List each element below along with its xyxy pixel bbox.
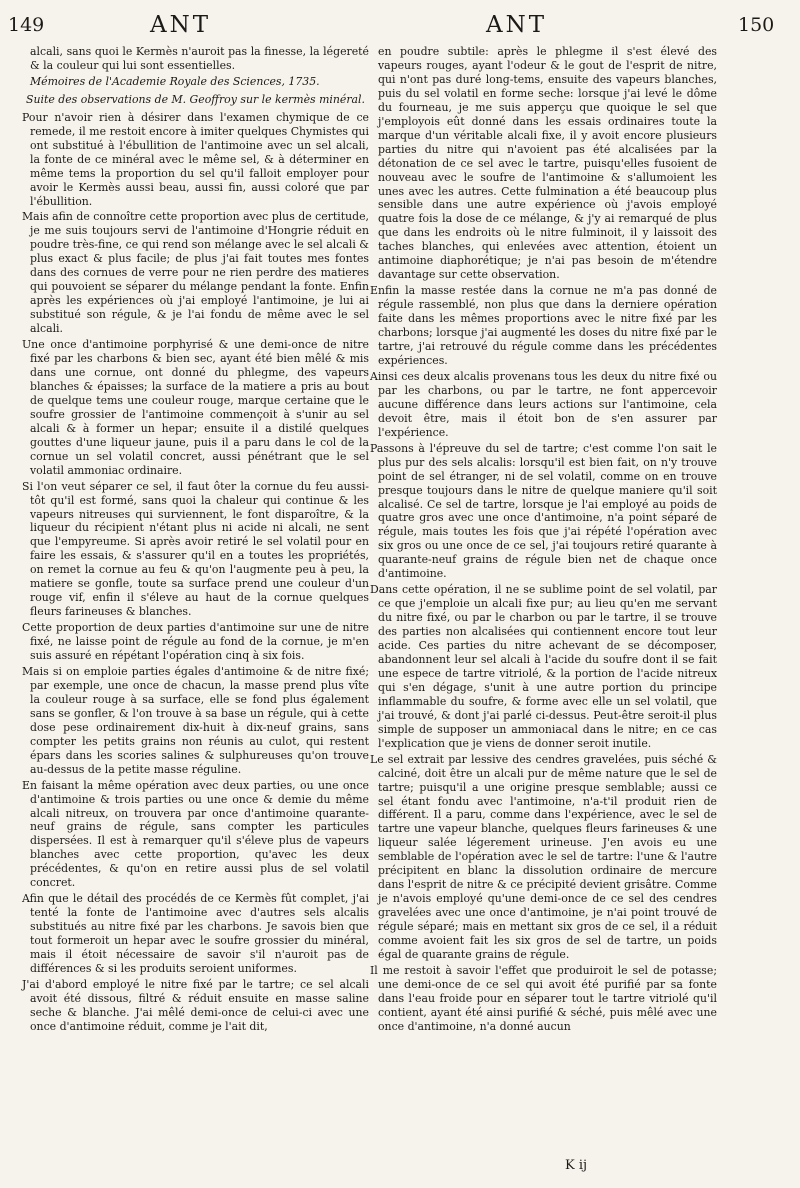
paragraph: J'ai d'abord employé le nitre fixé par le tartre; ce sel alcali avoit été dissous, filtré & réduit ensuite en masse saline seche & blanche. J'ai mêlé demi-once de celui-ci avec une once d'antimoine réduit, comme je l'ait dit, bbox=[22, 977, 369, 1033]
paragraph: en poudre subtile: après le phlegme il s'est élevé des vapeurs rouges, ayant l'odeur & le gout de l'esprit de nitre, qui n'ont pas duré long-tems, ensuite des vapeurs blanches, puis du sel volatil en forme seche: lorsque j'ai levé le dôme du fourneau, je me suis apperçu que quoique le sel que j'employois eût donné dans les essais ordinaires toute la marque d'un véritable alcali fixe, il y avoit encore plusieurs parties du nitre qui n'avoient pas été alcalisées par la détonation de ce sel avec le tartre, puisqu'elles fusoient de nouveau avec le soufre de l'antimoine & s'allumoient les unes avec les autres. Cette fulmination a été beaucoup plus sensible dans une autre expérience où j'avois employé quatre fois la dose de ce mélange, & j'y ai remarqué de plus que dans les endroits où le nitre fulminoit, il y laissoit des taches blanches, qui enlevées avec attention, étoient un antimoine diaphorétique; je n'ai pas besoin de m'étendre davantage sur cette observation. bbox=[378, 45, 717, 282]
paragraph: Une once d'antimoine porphyrisé & une demi-once de nitre fixé par les charbons & bien sec, ayant été bien mêlé & mis dans une cornue, ont donné du phlegme, des vapeurs blanches & épaisses; la surface de la matiere a pris au bout de quelque tems une couleur rouge, marque certaine que le soufre grossier de l'antimoine commençoit à s'unir au sel alcali & à former un hepar; ensuite il a distilé quelques gouttes d'une liqueur jaune, puis il a paru dans le col de la cornue un sel volatil concret, aussi pénétrant que le sel volatil ammoniac ordinaire. bbox=[22, 338, 369, 477]
left-text-column bbox=[22, 45, 369, 1036]
paragraph: Enfin la masse restée dans la cornue ne m'a pas donné de régule rassemblé, non plus que dans la derniere opération faite dans les mêmes proportions avec le nitre fixé par les charbons; lorsque j'ai augmenté les doses du nitre fixé par le tartre, j'ai retrouvé du régule comme dans les précédentes expériences. bbox=[370, 284, 717, 367]
paragraph: Il me restoit à savoir l'effet que produiroit le sel de potasse; une demi-once de ce sel qui avoit été purifié par sa fonte dans l'eau froide pour en séparer tout le tartre vitriolé qu'il contient, ayant été ainsi purifié & séché, puis mêlé avec une once d'antimoine, n'a donné aucun bbox=[370, 963, 717, 1033]
right-text-column bbox=[370, 45, 717, 1036]
right-page-number: 150 bbox=[738, 14, 775, 36]
source-citation: Mémoires de l'Academie Royale des Sciences, 1735. bbox=[30, 74, 320, 88]
right-running-head: ANT bbox=[486, 12, 548, 38]
paragraph: Mais afin de connoître cette proportion avec plus de certitude, je me suis toujours servi de l'antimoine d'Hongrie réduit en poudre très-fine, ce qui rend son mélange avec le sel alcali & plus exact & plus facile; de plus j'ai fait toutes mes fontes dans des cornues de verre pour ne rien perdre des matieres qui pouvoient se séparer du mélange pendant la fonte. Enfin après les expériences où j'ai employé l'antimoine, je lui ai substitué son régule, & je l'ai fondu de même avec le sel alcali. bbox=[22, 210, 369, 336]
signature-mark: K ij bbox=[565, 1158, 588, 1173]
paragraph: Ainsi ces deux alcalis provenans tous les deux du nitre fixé ou par les charbons, ou par le tartre, ne font appercevoir aucune différence dans leurs actions sur l'antimoine, cela devoit être, mais il étoit bon de s'en assurer par l'expérience. bbox=[370, 369, 717, 439]
paragraph: Dans cette opération, il ne se sublime point de sel volatil, par ce que j'emploie un alcali fixe pur; au lieu qu'en me servant du nitre fixé, ou par le charbon ou par le tartre, il se trouve des parties non alcalisées qui contiennent encore tout leur acide. Ces parties du nitre achevant de se décomposer, abandonnent leur sel alcali à l'acide du soufre dont il se fait une espece de tartre vitriolé, & la portion de l'acide nitreux qui s'en dégage, s'unit à une autre portion du principe inflammable du soufre, & forme avec elle un sel volatil, que j'ai trouvé, & dont j'ai parlé ci-dessus. Peut-être seroit-il plus simple de supposer un ammoniacal dans le nitre; en ce cas l'explication que je viens de donner seroit inutile. bbox=[370, 583, 717, 750]
paragraph: Cette proportion de deux parties d'antimoine sur une de nitre fixé, ne laisse point de régule au fond de la cornue, je m'en suis assuré en répétant l'opération cinq à six fois. bbox=[22, 621, 369, 663]
left-running-head: ANT bbox=[150, 12, 212, 38]
paragraph: Mais si on emploie parties égales d'antimoine & de nitre fixé; par exemple, une once de chacun, la masse prend plus vîte la couleur rouge à sa surface, elle se fond plus également sans se gonfler, & l'on trouve à sa base un régule, qui à cette dose pese ordinairement dix-huit à dix-neuf grains, sans compter les petits grains non réunis au culot, qui restent épars dans les scories salines & sulphureuses qu'on trouve au-dessus de la petite masse réguline. bbox=[22, 664, 369, 776]
section-title: Suite des observations de M. Geoffroy sur le kermès minéral. bbox=[26, 92, 365, 106]
paragraph: Le sel extrait par lessive des cendres gravelées, puis séché & calciné, doit être un alcali pur de même nature que le sel de tartre; puisqu'il a une origine presque semblable; aussi ce sel étant fondu avec l'antimoine, n'a-t'il produit rien de différent. Il a paru, comme dans l'expérience, avec le sel de tartre une vapeur blanche, quelques fleurs farineuses & une liqueur salée légerement urineuse. J'en avois eu une semblable de l'opération avec le sel de tartre: l'une & l'autre précipitent en blanc la dissolution ordinaire de mercure dans l'esprit de nitre & ce précipité devient grisâtre. Comme je n'avois employé qu'une demi-once de ce sel des cendres gravelées avec une once d'antimoine, je n'ai point trouvé de régule séparé; mais en mettant six gros de ce sel, il a réduit comme avoient fait les six gros de sel de tartre, un poids égal de quarante grains de régule. bbox=[370, 752, 717, 961]
paragraph: Afin que le détail des procédés de ce Kermès fût complet, j'ai tenté la fonte de l'antimoine avec d'autres sels alcalis substitués au nitre fixé par les charbons. Je savois bien que tout formeroit un hepar avec le soufre grossier du minéral, mais il étoit nécessaire de savoir s'il n'auroit pas de différences & si les produits seroient uniformes. bbox=[22, 892, 369, 975]
paragraph: En faisant la même opération avec deux parties, ou une once d'antimoine & trois parties ou une once & demie du même alcali nitreux, on trouvera par once d'antimoine quarante-neuf grains de régule, sans compter les particules dispersées. Il est à remarquer qu'il s'éleve plus de vapeurs blanches avec cette proportion, qu'avec les deux précédentes, & qu'on en retire aussi plus de sel volatil concret. bbox=[22, 778, 369, 890]
left-page-number: 149 bbox=[8, 14, 45, 36]
paragraph: Pour n'avoir rien à désirer dans l'examen chymique de ce remede, il me restoit encore à imiter quelques Chymistes qui ont substitué à l'ébullition de l'antimoine avec un sel alcali, la fonte de ce minéral avec le même sel, & à déterminer en même tems la proportion du sel qu'il falloit employer pour avoir le Kermès aussi beau, aussi fin, aussi coloré que par l'ébullition. bbox=[22, 110, 369, 208]
carryover-text: alcali, sans quoi le Kermès n'auroit pas la finesse, la légereté & la couleur qui lui sont essentielles. bbox=[30, 45, 369, 72]
paragraph: Si l'on veut séparer ce sel, il faut ôter la cornue du feu aussi-tôt qu'il est formé, sans quoi la chaleur qui continue & les vapeurs nitreuses qui surviennent, le font disparoître, & la liqueur du récipient n'étant plus ni acide ni alcali, ne sent que l'empyreume. Si après avoir retiré le sel volatil pour en faire les essais, & s'assurer qu'il en a toutes les propriétés, on remet la cornue au feu & qu'on l'augmente peu à peu, la matiere se gonfle, toute sa surface prend une couleur d'un rouge vif, enfin il s'éleve au haut de la cornue quelques fleurs farineuses & blanches. bbox=[22, 479, 369, 619]
paragraph: Passons à l'épreuve du sel de tartre; c'est comme l'on sait le plus pur des sels alcalis: lorsqu'il est bien fait, on n'y trouve point de sel étranger, ni de sel volatil, comme on en trouve presque toujours dans le nitre de quelque maniere qu'il soit alcalisé. Ce sel de tartre, lorsque je l'ai employé au poids de quatre gros avec une once d'antimoine, n'a point séparé de régule, mais toutes les fois que j'ai répété l'opération avec six gros ou une once de ce sel, j'ai toujours retiré quarante à quarante-neuf grains de régule bien net de chaque once d'antimoine. bbox=[370, 441, 717, 581]
